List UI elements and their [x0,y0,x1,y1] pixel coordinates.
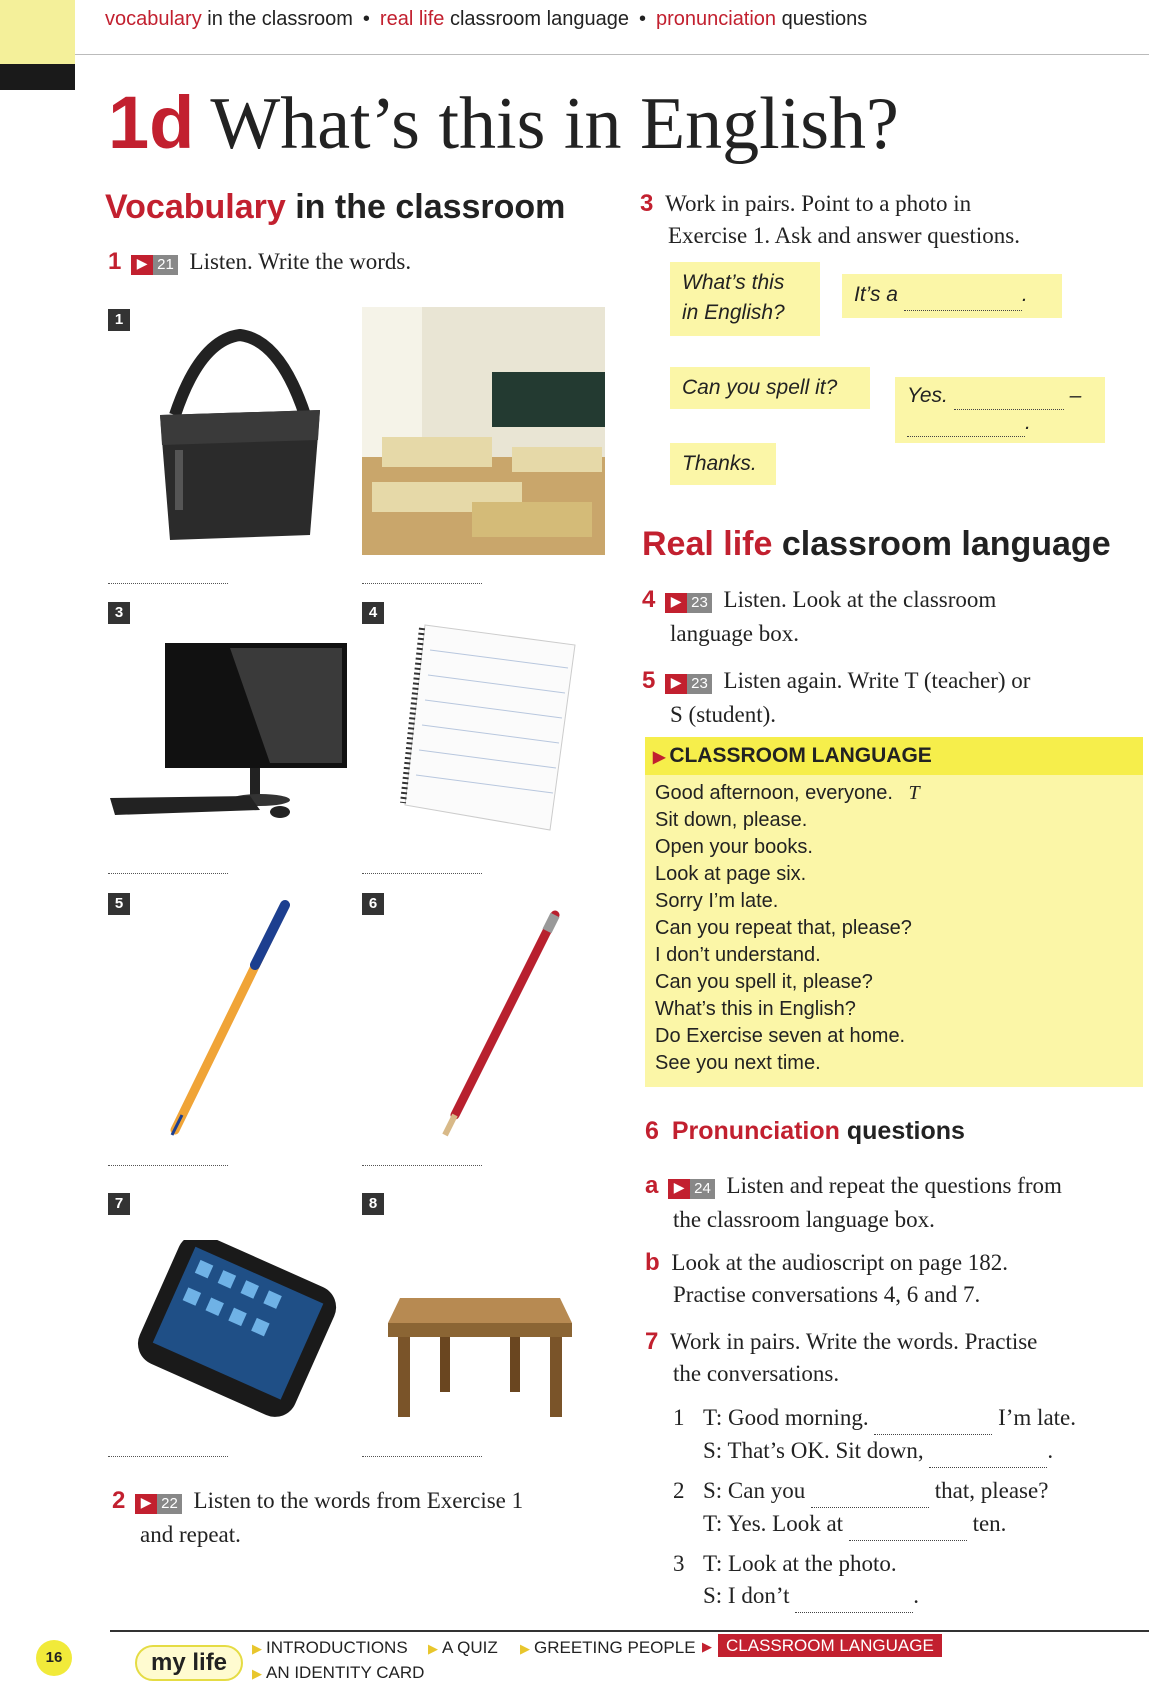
my-life-logo: my life [135,1645,243,1681]
play-icon: ▶ [665,674,687,694]
topic-text: classroom language [444,8,629,30]
fill-blank[interactable] [907,410,1025,437]
exercise-1 [108,246,411,280]
audio-track[interactable] [665,667,712,699]
exercise-letter: b [645,1249,660,1276]
conversation-3 [673,1548,919,1613]
language-line [655,780,920,807]
audio-track[interactable] [668,1172,715,1204]
topic-bar [105,8,867,31]
exercise-number: 6 [645,1117,659,1145]
exercise-number: 5 [642,667,656,694]
bubble-text: – [1069,384,1082,407]
bubble-text: Thanks. [682,452,757,475]
instruction-text: S (student). [670,701,777,727]
conversation-number: 3 [673,1551,685,1576]
nav-greeting-people[interactable] [520,1638,696,1658]
exercise-number: 1 [108,248,122,275]
exercise-number: 2 [112,1487,126,1514]
instruction-text: Work in pairs. Point to a photo in [665,191,972,216]
nav-label-active: CLASSROOM LANGUAGE [718,1634,942,1657]
language-line: What’s this in English? [655,998,856,1020]
instruction-text: Listen again. Write T (teacher) or [723,668,1031,693]
bag-photo [140,320,340,550]
vocabulary-heading [105,188,565,227]
dialogue-text: T: Yes. Look at [703,1511,844,1536]
pencil-photo [430,905,570,1140]
topic-separator: • [362,8,370,30]
track-number: 23 [687,674,712,694]
dialogue-text: S: Can you [703,1478,806,1503]
language-line: Sit down, please. [655,809,808,831]
language-line: Can you spell it, please? [655,971,873,993]
nav-introductions[interactable] [252,1638,408,1658]
conversation-number: 2 [673,1478,685,1503]
nav-label: INTRODUCTIONS [266,1638,408,1657]
dialogue-text: S: I don’t [703,1583,790,1608]
black-corner-bar [0,64,75,90]
topic-text: in the classroom [201,8,353,30]
heading-highlight: Vocabulary [105,188,286,226]
dialogue-text: that, please? [934,1478,1049,1503]
answer-blank[interactable] [362,1456,482,1457]
photo-number: 3 [108,602,130,624]
language-line: Do Exercise seven at home. [655,1025,906,1047]
photo-number: 1 [108,309,130,331]
exercise-4 [642,584,996,650]
track-number: 23 [687,593,712,613]
language-line: Can you repeat that, please? [655,917,912,939]
exercise-7 [645,1326,1037,1390]
track-number: 22 [157,1494,182,1514]
pen-photo [160,895,300,1140]
conversation-number: 1 [673,1405,685,1430]
header-rule [75,54,1149,55]
speech-bubble [670,443,776,485]
dialogue-text: S: That’s OK. Sit down, [703,1438,924,1463]
audio-track[interactable] [135,1487,182,1519]
instruction-text: the conversations. [673,1361,840,1386]
arrow-icon: ▶ [428,1641,438,1656]
fill-blank[interactable] [849,1508,967,1541]
answer-blank[interactable] [108,583,228,584]
fill-blank[interactable] [795,1580,913,1613]
conversation-1 [673,1402,1076,1468]
notebook-photo [400,620,590,835]
lesson-number: 1d [108,81,195,164]
classroom-language-header [645,737,1143,775]
classroom-photo [362,307,605,555]
fill-blank[interactable] [904,280,1022,311]
real-life-heading [642,525,1111,564]
audio-track[interactable] [665,586,712,618]
bubble-text: Yes. [907,384,948,407]
heading-rest: in the classroom [285,188,566,226]
dialogue-text: T: Good morning. [703,1405,869,1430]
photo-number: 8 [362,1193,384,1215]
bubble-text: . [1021,283,1028,306]
phone-photo [125,1240,345,1420]
language-line: I don’t understand. [655,944,821,966]
table-photo [380,1268,580,1428]
exercise-number: 7 [645,1328,659,1355]
exercise-letter: a [645,1172,659,1199]
topic-highlight: pronunciation [655,8,777,30]
language-line: Sorry I’m late. [655,890,779,912]
bubble-text: . [1025,411,1031,434]
instruction-text: language box. [670,620,800,646]
triangle-icon: ▶ [653,749,666,766]
instruction-text: Listen. Look at the classroom [723,587,997,612]
instruction-text: Look at the audioscript on page 182. [671,1250,1009,1275]
page-title [108,80,899,167]
language-line: Look at page six. [655,863,807,885]
topic-highlight: vocabulary [105,8,202,30]
arrow-icon: ▶ [702,1639,712,1654]
line-text: Good afternoon, everyone. [655,782,893,804]
track-number: 21 [153,255,178,275]
topic-text: questions [776,8,868,30]
speech-bubble [670,367,870,409]
exercise-3 [640,188,1020,252]
play-icon: ▶ [135,1494,157,1514]
heading-highlight: Real life [642,525,773,563]
arrow-icon: ▶ [520,1641,530,1656]
bubble-text: in English? [682,301,785,324]
exercise-5 [642,665,1030,731]
answer-blank[interactable] [108,873,228,874]
instruction-text: Practise conversations 4, 6 and 7. [673,1282,981,1307]
photo-number: 4 [362,602,384,624]
photo-number: 6 [362,893,384,915]
bubble-text: It’s a [854,283,898,306]
answer-example: T [908,782,920,804]
dialogue-text: . [913,1583,919,1608]
nav-a-quiz[interactable] [428,1638,498,1658]
nav-label: A QUIZ [442,1638,498,1657]
arrow-icon: ▶ [252,1641,262,1656]
topic-separator: • [638,8,646,30]
title-text: What’s this in English? [210,83,899,165]
audio-track[interactable] [131,248,178,280]
instruction-text: and repeat. [140,1521,241,1547]
heading-rest: classroom language [772,525,1111,563]
answer-blank[interactable] [108,1456,228,1457]
footer-rule [110,1630,1149,1632]
fill-blank[interactable] [874,1402,992,1435]
heading-rest: questions [839,1117,965,1145]
play-icon: ▶ [131,255,153,275]
answer-blank[interactable] [108,1165,228,1166]
speech-bubble [842,274,1062,318]
computer-photo [110,640,350,830]
bubble-text: Can you spell it? [682,376,838,399]
nav-identity-card[interactable] [252,1663,424,1683]
instruction-text: Listen. Write the words. [189,249,412,274]
arrow-icon: ▶ [252,1666,262,1681]
instruction-text: Listen to the words from Exercise 1 [193,1488,524,1513]
fill-blank[interactable] [929,1435,1047,1468]
exercise-number: 3 [640,190,654,217]
play-icon: ▶ [665,593,687,613]
conversation-2 [673,1475,1048,1541]
bubble-text: What’s this [682,271,785,294]
dialogue-text: . [1047,1438,1054,1463]
exercise-number: 4 [642,586,656,613]
page-number: 16 [36,1640,72,1676]
photo-number: 7 [108,1193,130,1215]
pronunciation-heading [645,1117,965,1146]
photo-number: 5 [108,893,130,915]
speech-bubble [670,262,820,336]
yellow-corner-block [0,0,75,64]
nav-label: GREETING PEOPLE [534,1638,696,1657]
exercise-2 [112,1485,523,1551]
track-number: 24 [690,1179,715,1199]
heading-highlight: Pronunciation [671,1117,840,1145]
instruction-text: Exercise 1. Ask and answer questions. [668,223,1020,248]
answer-blank[interactable] [362,873,482,874]
speech-bubble [895,377,1105,443]
dialogue-text: ten. [972,1511,1007,1536]
fill-blank[interactable] [954,383,1064,410]
instruction-text: Work in pairs. Write the words. Practise [670,1329,1038,1354]
classroom-language-lines [655,780,920,1077]
topic-highlight: real life [379,8,445,30]
nav-label: AN IDENTITY CARD [266,1663,425,1682]
answer-blank[interactable] [362,1165,482,1166]
box-title: CLASSROOM LANGUAGE [669,744,932,767]
dialogue-text: T: Look at the photo. [703,1551,897,1576]
nav-classroom-language[interactable] [702,1636,942,1656]
instruction-text: the classroom language box. [673,1206,935,1232]
instruction-text: Listen and repeat the questions from [726,1173,1062,1198]
answer-blank[interactable] [362,583,482,584]
exercise-6a [645,1170,1062,1236]
language-line: See you next time. [655,1052,821,1074]
play-icon: ▶ [668,1179,690,1199]
fill-blank[interactable] [811,1475,929,1508]
dialogue-text: I’m late. [998,1405,1076,1430]
exercise-6b [645,1247,1008,1311]
language-line: Open your books. [655,836,813,858]
